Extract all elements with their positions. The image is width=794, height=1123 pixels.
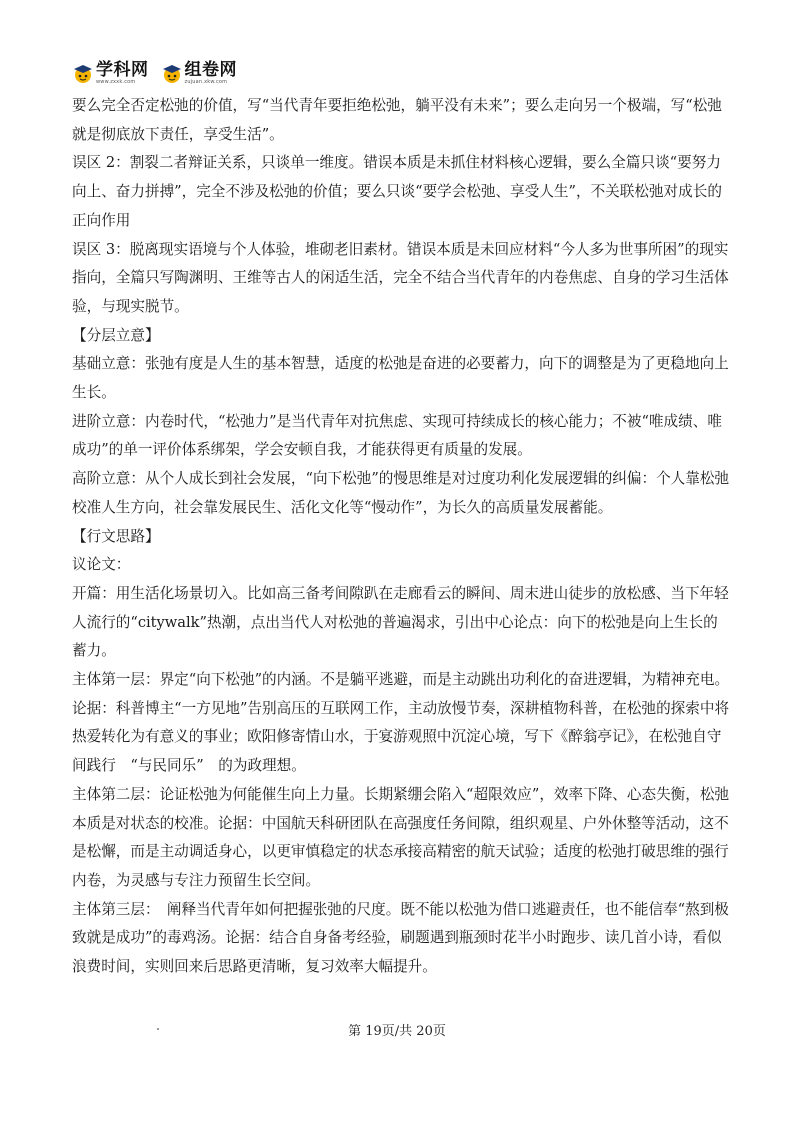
paragraph: 进阶立意：内卷时代，“松弛力”是当代青年对抗焦虑、实现可持续成长的核心能力；不被“唯成绩、唯成功”的单一评价体系绑架，学会安顿自我，才能获得更有质量的发展。: [72, 412, 722, 459]
xuekewang-logo: [72, 61, 149, 85]
paragraph: 要么完全否定松弛的价值，写“当代青年要拒绝松弛，躺平没有未来”；要么走向另一个极端，写“松弛就是彻底放下责任，享受生活”。: [72, 97, 722, 143]
graduate-cap-icon: [161, 62, 183, 84]
graduate-cap-icon: [72, 62, 94, 84]
paragraph: 高阶立意：从个人成长到社会发展，“向下松弛”的慢思维是对过度功利化发展逻辑的纠偏：个人靠松弛校准人生方向，社会靠发展民生、活化文化等“慢动作”，为长久的高质量发展蓄能。: [72, 470, 730, 516]
paragraph: 主体第一层：界定“向下松弛”的内涵。不是躺平逃避，而是主动跳出功利化的奋进逻辑，为精神充电。: [72, 671, 730, 689]
paragraph: 主体第三层： 阐释当代青年如何把握张弛的尺度。既不能以松弛为借口逃避责任，也不能信奉“熬到极致就是成功”的毒鸡汤。论据：结合自身备考经验，刷题遇到瓶颈时花半小时跑步、读几首小诗，看似浪费时间，实则回来后思路更清晰，复习效率大幅提升。: [72, 900, 729, 976]
section-heading: 【行文思路】: [72, 527, 160, 545]
logo-subtitle: zujuan.xkw.com: [184, 79, 228, 85]
page-header: [72, 58, 237, 88]
logo-title: 学科网: [96, 60, 149, 80]
paragraph: 误区 2：割裂二者辩证关系，只谈单一维度。错误本质是未抓住材料核心逻辑，要么全篇只谈“要努力向上、奋力拼搏”，完全不涉及松弛的价值；要么只谈“要学会松弛、享受人生”，不关联松弛对成长的正向作用: [72, 154, 722, 229]
paragraph: 论据：科普博主“一方见地”告别高压的互联网工作，主动放慢节奏，深耕植物科普，在松弛的探索中将热爱转化为有意义的事业；欧阳修寄情山水，于宴游观照中沉淀心境，写下《醉翁亭记》，在松弛自守间践行 “与民同乐” 的为政理想。: [72, 699, 730, 775]
zujuanwang-logo: [161, 61, 238, 85]
logo-title: 组卷网: [184, 60, 237, 80]
paragraph: 开篇：用生活化场景切入。比如高三备考间隙趴在走廊看云的瞬间、周末进山徒步的放松感、当下年轻人流行的“citywalk”热潮，点出当代人对松弛的普遍渴求，引出中心论点：向下的松弛是向上生长的蓄力。: [72, 584, 729, 660]
logo-subtitle: www.zxxk.com: [96, 79, 136, 85]
document-body: [72, 92, 732, 982]
paragraph: 基础立意：张弛有度是人生的基本智慧，适度的松弛是奋进的必要蓄力，向下的调整是为了更稳地向上生长。: [72, 355, 729, 402]
section-heading: 【分层立意】: [72, 326, 160, 344]
paragraph: 议论文：: [72, 556, 131, 574]
paragraph: 主体第二层：论证松弛为何能催生向上力量。长期紧绷会陷入“超限效应”，效率下降、心态失衡，松弛本质是对状态的校准。论据：中国航天科研团队在高强度任务间隙，组织观星、户外休整等活动，这不是松懈，而是主动调适身心，以更审慎稳定的状态承接高精密的航天试验；适度的松弛打破思维的强行内卷，为灵感与专注力预留生长空间。: [72, 785, 730, 889]
paragraph: 误区 3：脱离现实语境与个人体验，堆砌老旧素材。错误本质是未回应材料“今人多为世事所困”的现实指向，全篇只写陶渊明、王维等古人的闲适生活，完全不结合当代青年的内卷焦虑、自身的学习生活体验，与现实脱节。: [72, 240, 729, 315]
page-number: 第 19页/共 20页: [348, 1024, 446, 1039]
